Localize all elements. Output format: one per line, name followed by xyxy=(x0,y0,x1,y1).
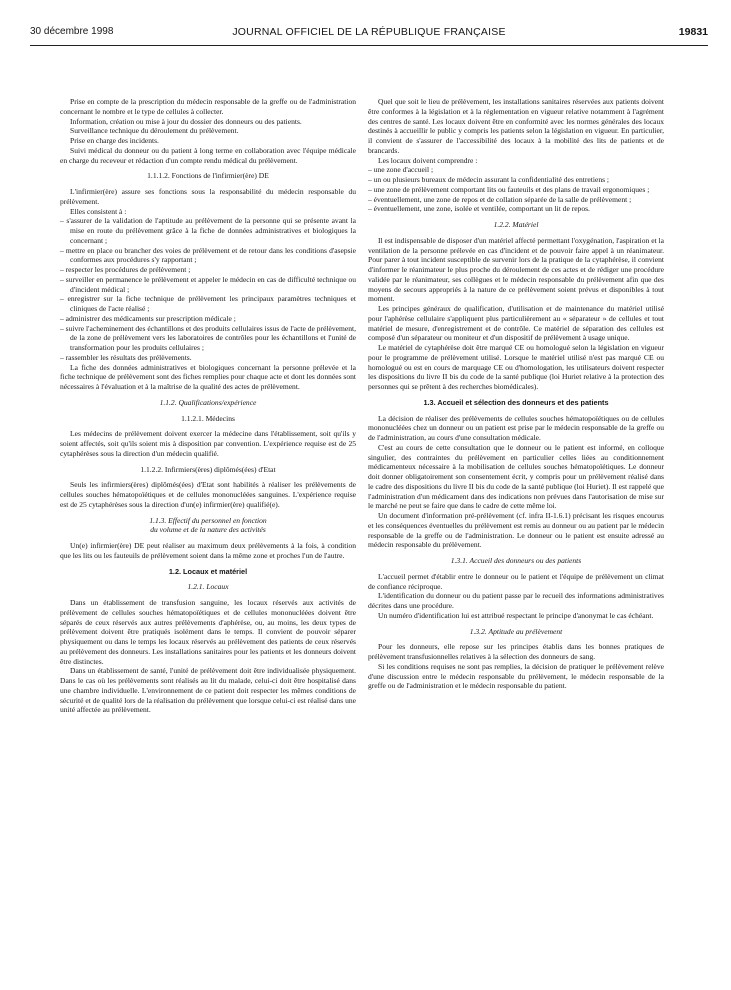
paragraph: Quel que soit le lieu de prélèvement, les installations sanitaires réservées aux patients doivent être conformes à la législation et à la réglementation en vigueur relative notamment à l'agrément des centres de santé. Les locaux doivent être en conformité avec les normes générales des locaux destinés à accueillir le public y compris les patients selon la législation en vigueur. En particulier, il convient de s'assurer de l'accessibilité des locaux à la mobilité des lits de patients et de brancards. xyxy=(368,97,664,155)
heading-line: du volume et de la nature des activités xyxy=(150,525,266,535)
section-heading: 1.3.1. Accueil des donneurs ou des patients xyxy=(450,556,582,565)
paragraph: Les principes généraux de qualification, d'utilisation et de maintenance du matériel utilisé pour l'aphérèse cellulaire s'appliquent plus particulièrement au « séparateur » de cellules et tout matériel de mesure, d'enregistrement et de contrôle. Ce matériel de séparation des cellules est composé d'un séparateur ou moniteur et d'un dispositif de prélèvement à usage unique. xyxy=(368,304,664,343)
paragraph: Un(e) infirmier(ère) DE peut réaliser au maximum deux prélèvements à la fois, à condition que les lits ou les fauteuils de prélèvement soient dans la même zone et proches l'un de l'autre. xyxy=(60,541,356,560)
section-heading: 1.2.1. Locaux xyxy=(187,582,229,592)
section-heading: 1.1.1.2. Fonctions de l'infirmier(ère) DE xyxy=(147,171,269,181)
paragraph: Dans un établissement de transfusion sanguine, les locaux réservés aux activités de prélèvement de cellules souches hématopoïétiques et de cellules mononucléées doivent être séparés de ceux réservés aux autres prélèvements d'aphérèse, ou, au moins, les deux types de prélèvement doivent être pratiqués isolément dans le temps. Il convient de pouvoir séparer physiquement ou dans le temps les locaux réservés au prélèvement des patients de ceux réservés au prélèvement des donneurs. Les installations sanitaires pour les patients et les donneurs doivent être distinctes. xyxy=(60,598,356,666)
paragraph: Si les conditions requises ne sont pas remplies, la décision de pratiquer le prélèvement relève d'une discussion entre le médecin responsable du prélèvement, le médecin responsable de la greffe ou de l'administration et le médecin responsable du patient. xyxy=(368,661,664,691)
header-date: 30 décembre 1998 xyxy=(30,26,114,37)
list-item: – administrer des médicaments sur prescription médicale ; xyxy=(60,313,236,323)
list-item: – rassembler les résultats des prélèvements. xyxy=(60,352,192,362)
paragraph: Les médecins de prélèvement doivent exercer la médecine dans l'établissement, soit qu'ils y soient affectés, soit qu'ils soient mis à disposition par convention. L'expérience requise est de 25 cytaphérèses sous la direction d'un médecin qualifié. xyxy=(60,429,356,458)
paragraph: Suivi médical du donneur ou du patient à long terme en collaboration avec l'équipe médicale en charge du receveur et rédaction d'un compte rendu médical du prélèvement. xyxy=(60,145,356,165)
section-heading: 1.3.2. Aptitude au prélèvement xyxy=(469,626,563,636)
section-heading: 1.1.2. Qualifications/expérience xyxy=(159,397,257,407)
paragraph: La fiche des données administratives et biologiques concernant la personne prélevée et la fiche technique de prélèvement sont des fiches remplies pour chaque acte et dont les données sont nécessaires à l'évaluation et à la maîtrise de la qualité des actes de prélèvement. xyxy=(60,362,356,391)
header-rule xyxy=(30,45,708,46)
heading-line: 1.1.3. Effectif du personnel en fonction xyxy=(149,515,267,525)
paragraph: La décision de réaliser des prélèvements de cellules souches hématopoïétiques ou de cellules mononucléées chez un donneur ou un patient est prise par le médecin responsable de la greffe ou de l'administration, au cours d'une consultation médicale. xyxy=(368,413,664,442)
list-item: – une zone d'accueil ; xyxy=(368,165,434,175)
paragraph: Dans un établissement de santé, l'unité de prélèvement doit être individualisée physiquement. Dans le cas où les prélèvements sont réalisés au lit du malade, celui-ci doit être hospitalisé dans une chambre individuelle. L'environnement de ce patient doit respecter les mêmes conditions de sécurité et de qualité lors de la réalisation du prélèvement que lorsque celui-ci est réalisé dans une unité affectée au prélèvement. xyxy=(60,666,356,715)
paragraph: Pour les donneurs, elle repose sur les principes établis dans les bonnes pratiques de prélèvement transfusionnelles relatives à la sélection des donneurs de sang. xyxy=(368,642,664,661)
section-heading: 1.1.2.1. Médecins xyxy=(181,413,235,423)
section-heading: 1.1.2.2. Infirmiers(ères) diplômés(ées) d'Etat xyxy=(140,464,276,474)
paragraph: Un numéro d'identification lui est attribué respectant le principe d'anonymat le cas échéant. xyxy=(378,610,654,620)
list-item: – s'assurer de la validation de l'aptitude au prélèvement de la personne qui se présente avant la mise en route du prélèvement grâce à la fiche de données administratives et biologiques la concernant ; xyxy=(60,216,356,245)
paragraph: Elles consistent à : xyxy=(70,206,127,216)
paragraph: Un document d'information pré-prélèvement (cf. infra II-1.6.1) précisant les risques encourus et les conséquences éventuelles du prélèvement est remis au donneur ou au patient par le médecin responsable de la greffe ou de l'administration. Le donneur ou le patient est ensuite adressé au médecin responsable du prélèvement. xyxy=(368,511,664,550)
header-journal-title: JOURNAL OFFICIEL DE LA RÉPUBLIQUE FRANÇAISE xyxy=(232,26,506,38)
paragraph: Seuls les infirmiers(ères) diplômés(ées) d'Etat sont habilités à réaliser les prélèvements de cellules souches hématopoïétiques et de cellules mononucléées sanguines. L'expérience requise est de 25 cytaphérèses sous la direction d'un(e) infirmier(ère) qualifié(e). xyxy=(60,480,356,509)
paragraph: Prise en charge des incidents. xyxy=(70,136,159,145)
paragraph: Surveillance technique du déroulement du prélèvement. xyxy=(70,126,239,136)
list-item: – suivre l'acheminement des échantillons et des produits cellulaires issus de l'acte de prélèvement, de la zone de prélèvement vers les laboratoires de contrôles pour les échantillons et l'unité de transformation pour les produits cellulaires ; xyxy=(60,323,356,352)
header-page-number: 19831 xyxy=(678,26,708,38)
list-item: – une zone de prélèvement comportant lits ou fauteuils et des plans de travail ergonomiques ; xyxy=(368,184,650,194)
section-heading: 1.2. Locaux et matériel xyxy=(168,566,248,576)
section-heading: 1.2.2. Matériel xyxy=(493,220,539,229)
paragraph: C'est au cours de cette consultation que le donneur ou le patient est informé, en colloque singulier, des contraintes du prélèvement en particulier celles liées au conditionnement médicamenteux nécessaire à la mobilisation de cellules souches hématopoïétiques. Le donneur doit donner obligatoirement son consentement écrit, y compris pour un prélèvement réalisé dans le cadre des dispositions du livre II bis du code de la santé publique (loi Huriet). Il est rappelé que l'administration d'un médicament dans des indications non prévues dans l'autorisation de mise sur le marché ne peut se faire que dans le cadre de cette même loi. xyxy=(368,442,664,511)
right-column xyxy=(368,97,664,691)
left-column xyxy=(60,97,356,715)
paragraph: L'accueil permet d'établir entre le donneur ou le patient et l'équipe de prélèvement un climat de confiance réciproque. xyxy=(368,571,664,591)
list-item: – mettre en place ou brancher des voies de prélèvement et de retour dans les conditions d'asepsie conformes aux procédures s'y rapportant ; xyxy=(60,245,356,265)
section-heading: 1.3. Accueil et sélection des donneurs et des patients xyxy=(423,397,609,407)
paragraph: Prise en compte de la prescription du médecin responsable de la greffe ou de l'administration concernant le nombre et le type de cellules à collecter. xyxy=(60,97,356,116)
paragraph: Il est indispensable de disposer d'un matériel affecté permettant l'oxygénation, l'aspiration et la ventilation de la personne prélevée en cas d'incident et de pouvoir faire appel à un réanimateur. Pour parer à tout incident susceptible de survenir lors de la pratique de la cytaphérèse, il convient d'informer le réanimateur le plus proche du déroulement de ces actes et de rédiger une procédure validée par le réanimateur, ses collègues et le médecin responsable du prélèvement afin que des moyens de secours appropriés à la nature de ce prélèvement soient prévus et disponibles à tout moment. xyxy=(368,235,664,304)
list-item: – enregistrer sur la fiche technique de prélèvement les principaux paramètres techniques et cliniques de l'acte réalisé ; xyxy=(60,294,356,313)
list-item: – respecter les procédures de prélèvement ; xyxy=(60,265,191,274)
page-header xyxy=(30,26,708,42)
paragraph: Information, création ou mise à jour du dossier des donneurs ou des patients. xyxy=(70,116,302,126)
list-item: – surveiller en permanence le prélèvement et appeler le médecin en cas de difficulté technique ou d'incident médical ; xyxy=(60,274,356,294)
list-item: – un ou plusieurs bureaux de médecin assurant la confidentialité des entretiens ; xyxy=(368,175,610,184)
paragraph: Les locaux doivent comprendre : xyxy=(378,155,478,165)
paragraph: Le matériel de cytaphérèse doit être marqué CE ou homologué selon la législation en vigueur pour le programme de prélèvement utilisé. Lorsque le matériel utilisé n'est pas marqué CE ou homologué ou est en cours de marquage CE ou d'homologation, les utilisateurs doivent respecter les dispositions du livre II bis du code de la santé publique (loi Huriet relative à la protection des personnes qui se prêtent à des recherches biomédicales). xyxy=(368,343,664,391)
paragraph: L'infirmier(ère) assure ses fonctions sous la responsabilité du médecin responsable du prélèvement. xyxy=(60,187,356,206)
paragraph: L'identification du donneur ou du patient passe par le recueil des informations administratives décrites dans une procédure. xyxy=(368,591,664,610)
list-item: – éventuellement, une zone de repos et de collation séparée de la salle de prélèvement ; xyxy=(368,194,632,204)
list-item: – éventuellement, une zone, isolée et ventilée, comportant un lit de repos. xyxy=(368,204,590,214)
section-heading xyxy=(60,516,356,536)
